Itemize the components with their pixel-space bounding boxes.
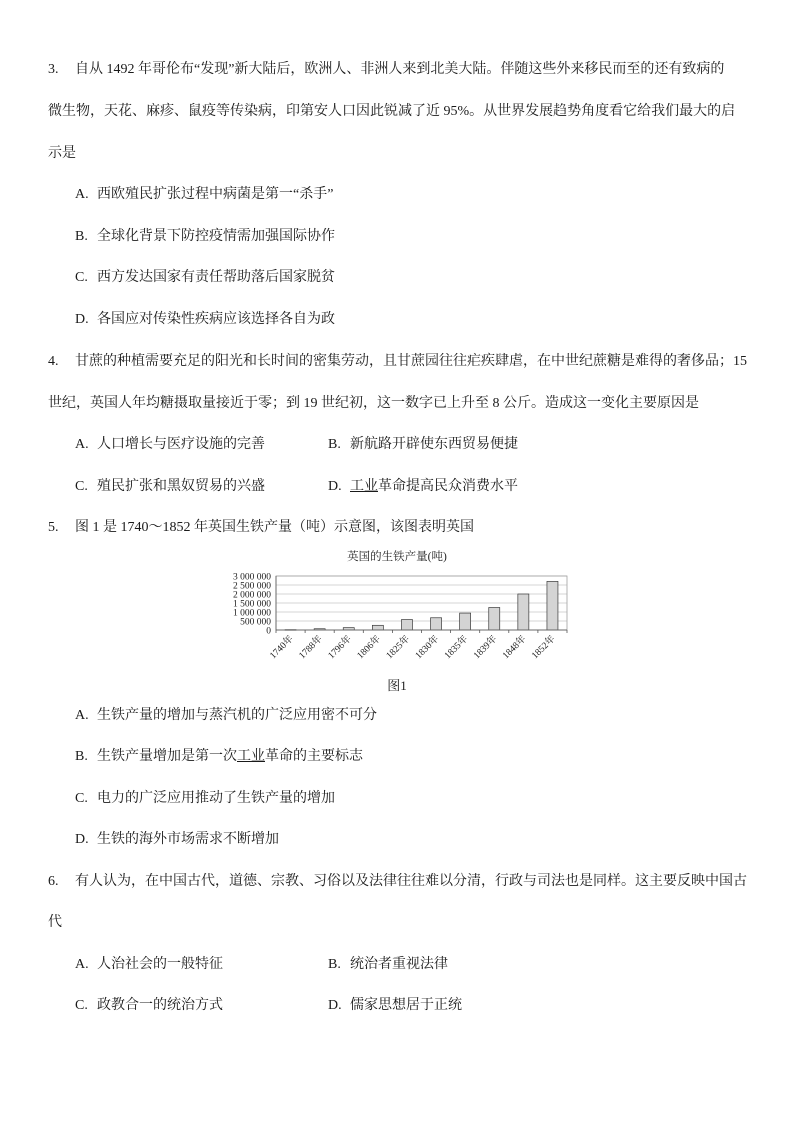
option-text: 殖民扩张和黑奴贸易的兴盛 — [97, 479, 265, 494]
option-c — [75, 789, 755, 809]
option-text: 人口增长与医疗设施的完善 — [97, 437, 265, 452]
option-text: 政教合一的统治方式 — [97, 998, 223, 1013]
question-stem-line — [48, 518, 788, 538]
chart-bar — [372, 625, 383, 630]
option-text: 全球化背景下防控疫情需加强国际协作 — [97, 229, 335, 244]
option-text: 生铁产量增加是第一次 — [97, 749, 237, 764]
option-b — [75, 747, 755, 767]
question-stem-text: 甘蔗的种植需要充足的阳光和长时间的密集劳动，且甘蔗园往往疟疾肆虐，在中世纪蔗糖是难得的奢侈品；15 — [75, 354, 747, 369]
question-number: 3. — [48, 62, 59, 77]
chart-bars — [285, 581, 558, 630]
x-tick-label: 1848年 — [501, 634, 529, 662]
option-text: 儒家思想居于正统 — [350, 998, 462, 1013]
option-letter: A. — [75, 708, 89, 723]
option-text: 西欧殖民扩张过程中病菌是第一“杀手” — [97, 187, 334, 202]
y-tick-label: 2 000 000 — [233, 590, 271, 601]
chart-x-axis-labels — [267, 632, 558, 661]
option-letter: C. — [75, 998, 88, 1013]
option-letter: C. — [75, 270, 88, 285]
x-tick-label: 1835年 — [443, 634, 471, 662]
y-tick-label: 1 000 000 — [233, 608, 271, 619]
option-text: 统治者重视法律 — [350, 957, 448, 972]
x-tick-label: 1788年 — [297, 634, 325, 662]
option-letter: C. — [75, 791, 88, 806]
option-c — [75, 477, 325, 497]
option-b — [328, 435, 648, 455]
question-stem-line — [48, 352, 788, 372]
question-stem-line: 示是 — [48, 146, 76, 161]
option-letter: B. — [75, 749, 88, 764]
chart-bar — [518, 594, 529, 630]
question-stem-line: 代 — [48, 915, 62, 930]
y-tick-label: 2 500 000 — [233, 581, 271, 592]
question-stem-line — [48, 872, 788, 892]
option-a — [75, 706, 755, 726]
y-tick-label: 0 — [266, 626, 271, 637]
option-c — [75, 996, 325, 1016]
option-text: 生铁产量的增加与蒸汽机的广泛应用密不可分 — [97, 708, 377, 723]
option-text: 西方发达国家有责任帮助落后国家脱贫 — [97, 270, 335, 285]
option-letter: D. — [75, 312, 89, 327]
y-tick-label: 1 500 000 — [233, 599, 271, 610]
question-number: 5. — [48, 520, 59, 535]
option-a — [75, 435, 325, 455]
option-text: 生铁的海外市场需求不断增加 — [97, 832, 279, 847]
y-tick-label: 3 000 000 — [233, 572, 271, 583]
option-text: 人治社会的一般特征 — [97, 957, 223, 972]
option-d — [75, 830, 755, 850]
option-letter: D. — [75, 832, 89, 847]
x-tick-label: 1830年 — [413, 634, 442, 662]
option-text: 革命的主要标志 — [265, 749, 363, 764]
x-tick-label: 1839年 — [472, 634, 500, 662]
chart-y-axis-labels — [233, 572, 271, 636]
option-text: 各国应对传染性疾病应该选择各自为政 — [97, 312, 335, 327]
question-number: 6. — [48, 874, 59, 889]
option-d — [328, 996, 648, 1016]
x-tick-label: 1825年 — [384, 634, 413, 662]
chart-bar — [431, 618, 442, 630]
question-number: 4. — [48, 354, 59, 369]
option-b — [75, 227, 755, 247]
question-stem-line — [48, 60, 788, 80]
chart-bar — [489, 608, 500, 631]
x-tick-label: 1796年 — [326, 634, 354, 662]
option-text: 电力的广泛应用推动了生铁产量的增加 — [97, 791, 335, 806]
question-stem-line: 世纪，英国人年均糖摄取量接近于零；到 19 世纪初，这一数字已上升至 8 公斤。造成这一变化主要原因是 — [48, 396, 699, 411]
option-d — [328, 477, 648, 497]
question-stem-text: 图 1 是 1740～1852 年英国生铁产量（吨）示意图，该图表明英国 — [75, 520, 474, 535]
option-letter: A. — [75, 187, 89, 202]
figure-caption: 图1 — [387, 678, 407, 693]
question-stem-line: 微生物，天花、麻疹、鼠疫等传染病，印第安人口因此锐减了近 95%。从世界发展趋势角度看它给我们最大的启 — [48, 104, 736, 119]
option-letter: D. — [328, 479, 342, 494]
option-text-underlined: 工业 — [237, 749, 265, 764]
chart-title: 英国的生铁产量(吨) — [347, 551, 447, 563]
option-text: 新航路开辟使东西贸易便捷 — [350, 437, 518, 452]
option-d — [75, 310, 755, 330]
option-b — [328, 955, 648, 975]
question-stem-text: 有人认为，在中国古代，道德、宗教、习俗以及法律往往难以分清，行政与司法也是同样。这主要反映中国古 — [75, 874, 747, 889]
option-letter: B. — [328, 957, 341, 972]
option-a — [75, 185, 755, 205]
question-stem-text: 自从 1492 年哥伦布“发现”新大陆后，欧洲人、非洲人来到北美大陆。伴随这些外来移民而至的还有致病的 — [75, 62, 725, 77]
option-text: 革命提高民众消费水平 — [378, 479, 518, 494]
x-tick-label: 1806年 — [355, 634, 383, 662]
option-c — [75, 268, 755, 288]
option-letter: C. — [75, 479, 88, 494]
chart-bar — [460, 613, 471, 630]
option-letter: A. — [75, 957, 89, 972]
x-tick-label: 1852年 — [530, 634, 558, 662]
option-letter: B. — [328, 437, 341, 452]
chart-bar — [401, 620, 412, 630]
x-tick-label: 1740年 — [268, 634, 296, 662]
option-text-underlined: 工业 — [350, 479, 378, 494]
option-letter: D. — [328, 998, 342, 1013]
y-tick-label: 500 000 — [240, 617, 271, 628]
pig-iron-bar-chart — [200, 540, 600, 680]
option-letter: B. — [75, 229, 88, 244]
chart-bar — [547, 581, 558, 630]
option-letter: A. — [75, 437, 89, 452]
option-a — [75, 955, 325, 975]
